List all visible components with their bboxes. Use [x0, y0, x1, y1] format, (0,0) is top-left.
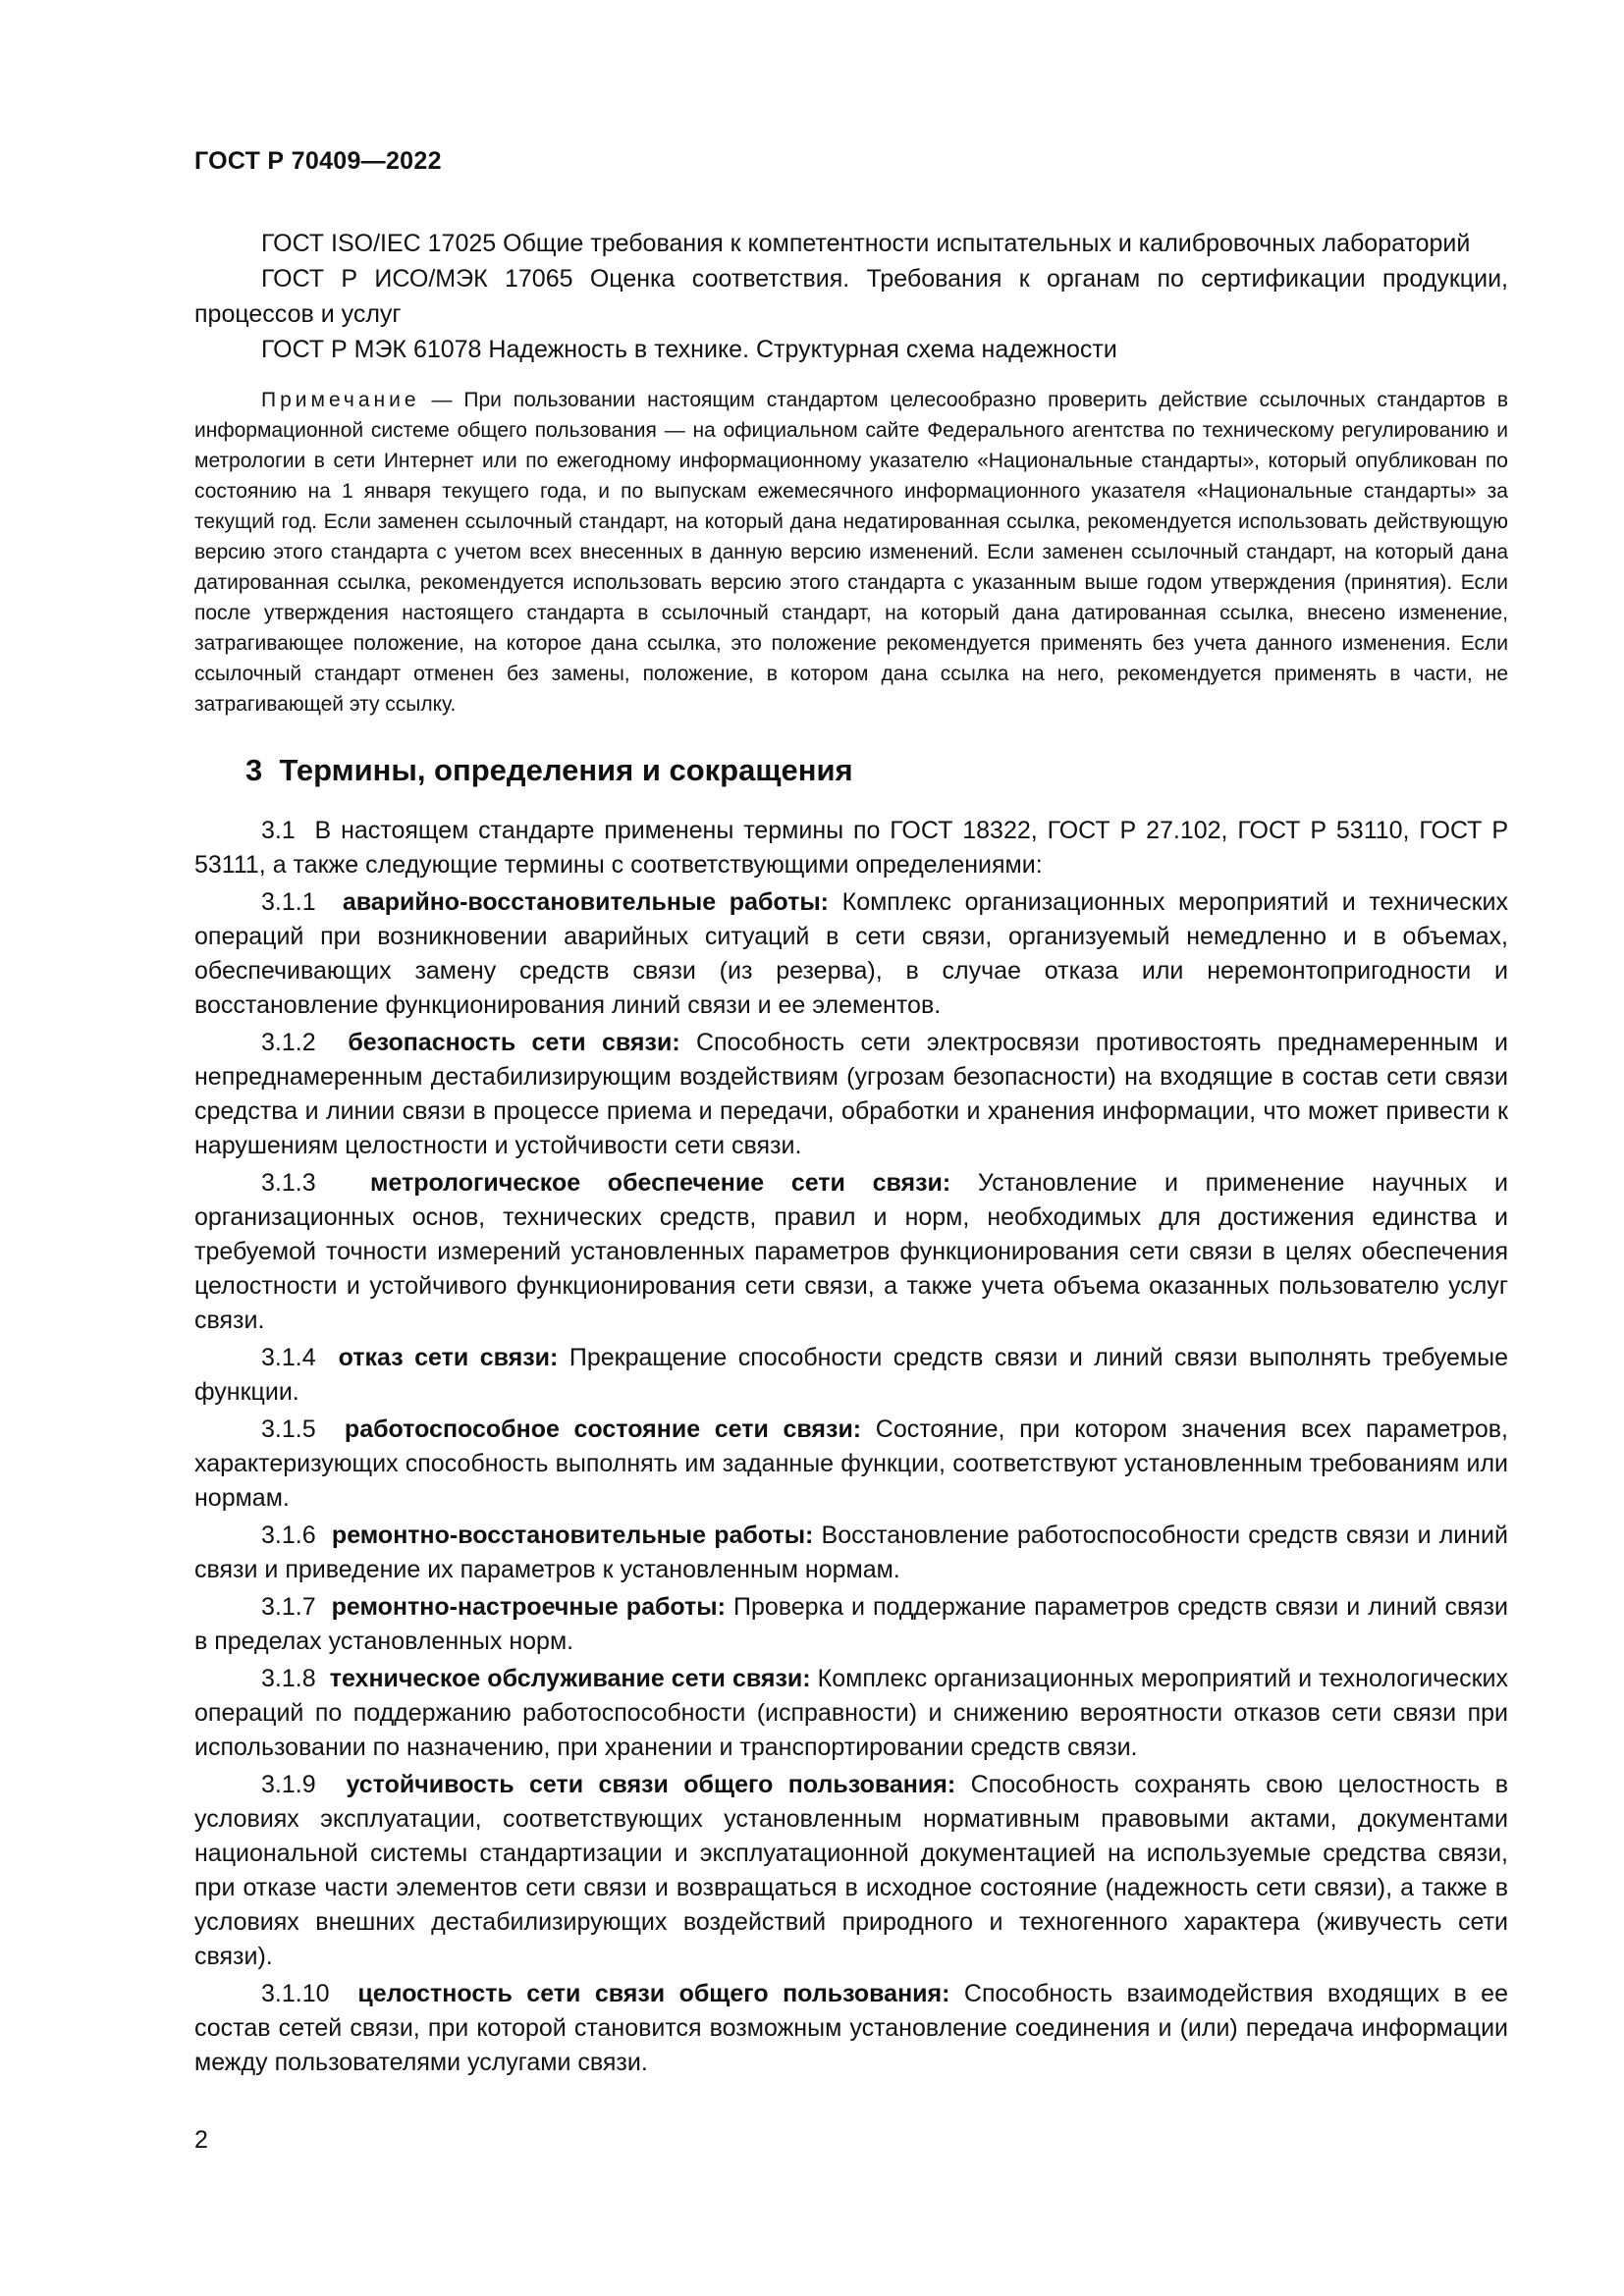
- term-entry: [194, 1413, 1508, 1516]
- normative-reference: ГОСТ Р МЭК 61078 Надежность в технике. Структурная схема надежности: [261, 336, 1117, 363]
- term-entry: [194, 1590, 1508, 1659]
- term-definition: Проверка и поддержание параметров средств связи и линий связи в пределах установленных норм.: [194, 1593, 1508, 1655]
- note-text: — При пользовании настоящим стандартом целесообразно проверить действие ссылочных стандартов в информационной системе общего пользования — на официальном сайте Федерального агентства по техническому регулированию и метрологии в сети Интернет или по ежегодному информационному указателю «Национальные стандарты», который опубликован по состоянию на 1 января текущего года, и по выпускам ежемесячного информационного указателя «Национальные стандарты» за текущий год. Если заменен ссылочный стандарт, на который дана недатированная ссылка, рекомендуется использовать действующую версию этого стандарта с учетом всех внесенных в данную версию изменений. Если заменен ссылочный стандарт, на который дана датированная ссылка, рекомендуется использовать версию этого стандарта с указанным выше годом утверждения (принятия). Если после утверждения настоящего стандарта в ссылочный стандарт, на который дана датированная ссылка, внесено изменение, затрагивающее положение, на которое дана ссылка, это положение рекомендуется применять без учета данного изменения. Если ссылочный стандарт отменен без замены, положение, в котором дана ссылка на него, рекомендуется применять в части, не затрагивающей эту ссылку.: [194, 389, 1508, 716]
- normative-reference: ГОСТ Р ИСО/МЭК 17065 Оценка соответствия. Требования к органам по сертификации продукции, процессов и услуг: [194, 265, 1508, 328]
- term-definition: Комплекс организационных мероприятий и технических операций при возникновении аварийных ситуаций в сети связи, организуемый немедленно и в объемах, обеспечивающих замену средств связи (из резерва), в случае отказа или неремонтопригодности и восстановление функционирования линий связи и ее элементов.: [194, 888, 1508, 1019]
- term-name: аварийно-восстановительные работы:: [342, 888, 829, 916]
- section-heading: [245, 753, 1508, 788]
- term-name: техническое обслуживание сети связи:: [329, 1665, 811, 1692]
- intro-paragraph: [194, 814, 1508, 882]
- term-number: 3.1.1: [261, 888, 316, 916]
- term-entry: [194, 1026, 1508, 1163]
- term-name: безопасность сети связи:: [348, 1029, 680, 1056]
- term-number: 3.1.8: [261, 1665, 316, 1692]
- term-number: 3.1.5: [261, 1415, 316, 1443]
- term-name: целостность сети связи общего пользования:: [357, 1980, 950, 2007]
- term-definition: Восстановление работоспособности средств связи и линий связи и приведение их параметров к установленным нормам.: [194, 1522, 1508, 1583]
- term-name: ремонтно-восстановительные работы:: [331, 1522, 814, 1549]
- intro-number: 3.1: [261, 817, 296, 844]
- term-definition: Способность сети электросвязи противостоять преднамеренным и непреднамеренным дестабилизирующим воздействиям (угрозам безопасности) на входящие в состав сети связи средства и линии связи в процессе приема и передачи, обработки и хранения информации, что может привести к нарушениям целостности и устойчивости сети связи.: [194, 1029, 1508, 1159]
- term-number: 3.1.10: [261, 1980, 330, 2007]
- term-number: 3.1.6: [261, 1522, 316, 1549]
- intro-text: В настоящем стандарте применены термины по ГОСТ 18322, ГОСТ Р 27.102, ГОСТ Р 53110, ГОСТ Р 53111, а также следующие термины с соответствующими определениями:: [194, 817, 1508, 879]
- normative-reference: ГОСТ ISO/IEC 17025 Общие требования к компетентности испытательных и калибровочных лабораторий: [261, 230, 1471, 257]
- term-number: 3.1.4: [261, 1344, 316, 1371]
- section-title: Термины, определения и сокращения: [279, 753, 853, 787]
- term-definition: Способность взаимодействия входящих в ее состав сетей связи, при которой становится возможным установление соединения и (или) передача информации между пользователями услугами связи.: [194, 1980, 1508, 2076]
- term-entry: [194, 1519, 1508, 1587]
- term-entry: [194, 1166, 1508, 1338]
- term-name: ремонтно-настроечные работы:: [331, 1593, 726, 1621]
- term-definition: Прекращение способности средств связи и линий связи выполнять требуемые функции.: [194, 1344, 1508, 1406]
- term-entry: [194, 1977, 1508, 2080]
- term-entry: [194, 1662, 1508, 1765]
- section-number: 3: [245, 753, 263, 787]
- term-name: метрологическое обеспечение сети связи:: [369, 1169, 951, 1197]
- term-definition: Способность сохранять свою целостность в условиях эксплуатации, соответствующих установленным нормативным правовыми актами, документами национальной системы стандартизации и эксплуатационной документацией на используемые средства связи, при отказе части элементов сети связи и возвращаться в исходное состояние (надежность сети связи), а также в условиях внешних дестабилизирующих воздействий природного и техногенного характера (живучесть сети связи).: [194, 1771, 1509, 1970]
- document-header: ГОСТ Р 70409—2022: [194, 147, 442, 175]
- term-name: устойчивость сети связи общего пользования:: [346, 1771, 956, 1798]
- page-content: [194, 226, 1508, 2083]
- term-number: 3.1.3: [261, 1169, 316, 1197]
- term-definition: Установление и применение научных и организационных основ, технических средств, правил и норм, необходимых для достижения единства и требуемой точности измерений установленных параметров функционирования сети связи в целях обеспечения целостности и устойчивого функционирования сети связи, а также учета объема оказанных пользователю услуг связи.: [194, 1169, 1508, 1334]
- term-entry: [194, 885, 1508, 1023]
- term-number: 3.1.2: [261, 1029, 316, 1056]
- term-definition: Комплекс организационных мероприятий и технологических операций по поддержанию работоспособности (исправности) и снижению вероятности отказов сети связи при использовании по назначению, при хранении и транспортировании средств связи.: [194, 1665, 1509, 1761]
- term-number: 3.1.7: [261, 1593, 316, 1621]
- term-entry: [194, 1768, 1508, 1974]
- term-number: 3.1.9: [261, 1771, 316, 1798]
- page-number: 2: [194, 2126, 208, 2154]
- term-entry: [194, 1341, 1508, 1410]
- note-paragraph: [194, 385, 1508, 720]
- note-label: Примечание: [261, 389, 420, 411]
- term-definition: Состояние, при котором значения всех параметров, характеризующих способность выполнять им заданные функции, соответствуют установленным требованиям или нормам.: [194, 1415, 1508, 1512]
- term-name: работоспособное состояние сети связи:: [344, 1415, 862, 1443]
- term-name: отказ сети связи:: [338, 1344, 559, 1371]
